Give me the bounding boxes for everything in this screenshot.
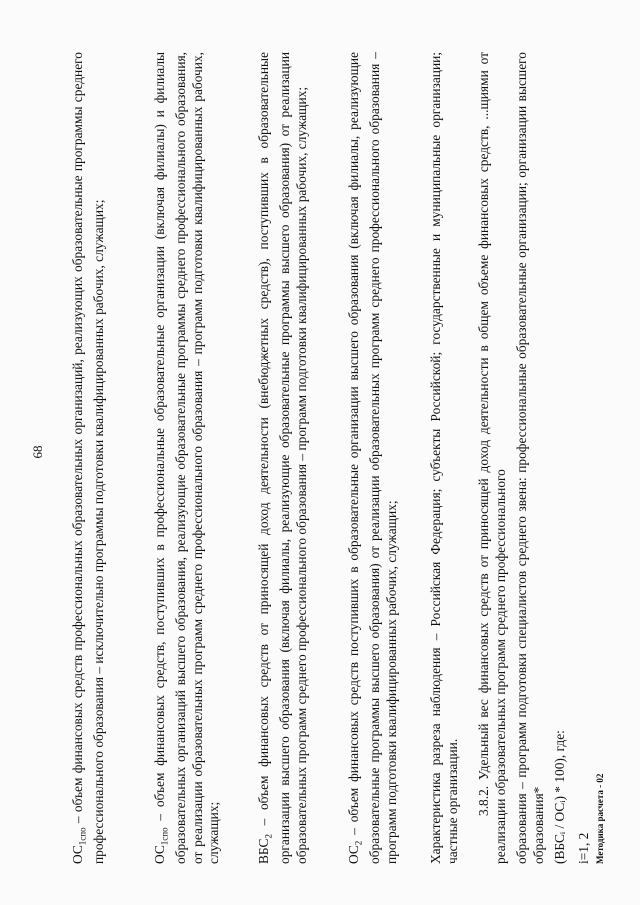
definition-text: – объем финансовых средств, поступивших в профессиональные образовательные организации (включая филиалы) и филиалы образовательных организаций высшего образования, реализующие образовательные программы среднего профессионального образования, от реализации образовательных программ среднего профессионального образования – программ подготовки квалифицированных рабочих, служащих; <box>152 52 222 864</box>
page-number: 68 <box>30 445 45 459</box>
section-heading-3-8-2: 3.8.2. Удельный вес финансовых средств от приносящей доход деятельности в общем объеме финансовых средств, ...щиями от реализации образовательных программ среднего профессионального <box>476 52 508 864</box>
rotated-content <box>30 32 610 872</box>
paragraph-os2-definition <box>346 52 400 864</box>
symbol: ВБС <box>256 838 271 864</box>
formula: (ВБСᵢ / ОСᵢ) * 100), где: <box>552 730 567 864</box>
symbol: ОС <box>152 845 167 864</box>
index-range: i=1, 2 <box>576 832 591 864</box>
paragraph-vbs2-definition <box>256 52 310 864</box>
paragraph-os1spo-second-definition <box>152 52 223 864</box>
definition-text: – объем финансовых средств от приносящей доход деятельности (внебюджетных средств), поступивших в образовательные организации высшего образования (включая филиалы, реализующие образовательные программы высшего образования) от реализации образовательных программ среднего профессионального образования – программ подготовки квалифицированных рабочих, служащих; <box>256 52 309 864</box>
symbol-subscript: 1спо <box>77 827 88 846</box>
paragraph-section-continuation: образования – программ подготовки специалистов среднего звена: профессиональные образовательные организации; организации высшего образования* <box>514 52 546 864</box>
definition-text: – объем финансовых средств поступивших в образовательные организации высшего образования (включая филиалы, реализующие образовательные программы высшего образования) от реализации образовательных программ среднего профессионального образования – программ подготовки квалифицированных рабочих, служащих; <box>346 52 399 864</box>
symbol: ОС <box>70 845 85 864</box>
symbol: ОС <box>346 845 361 864</box>
definition-text: – объем финансовых средств профессиональных образовательных организаций, реализующих образовательные программы среднего профессионального образования – исключительно программы подготовки квалифицированных рабочих, служащих; <box>70 52 107 864</box>
paragraph-observation-breakdown: Характеристика разреза наблюдения – Российская Федерация; субъекты Российской; государственные и муниципальные организации; частные организации. <box>428 52 460 864</box>
paragraph-os1spo-definition <box>70 52 108 864</box>
symbol-subscript: 2 <box>353 840 364 846</box>
symbol-subscript: 2 <box>263 834 274 839</box>
symbol-subscript: 1спо <box>159 827 170 846</box>
footer-label: Методика расчета - 02 <box>595 773 605 864</box>
